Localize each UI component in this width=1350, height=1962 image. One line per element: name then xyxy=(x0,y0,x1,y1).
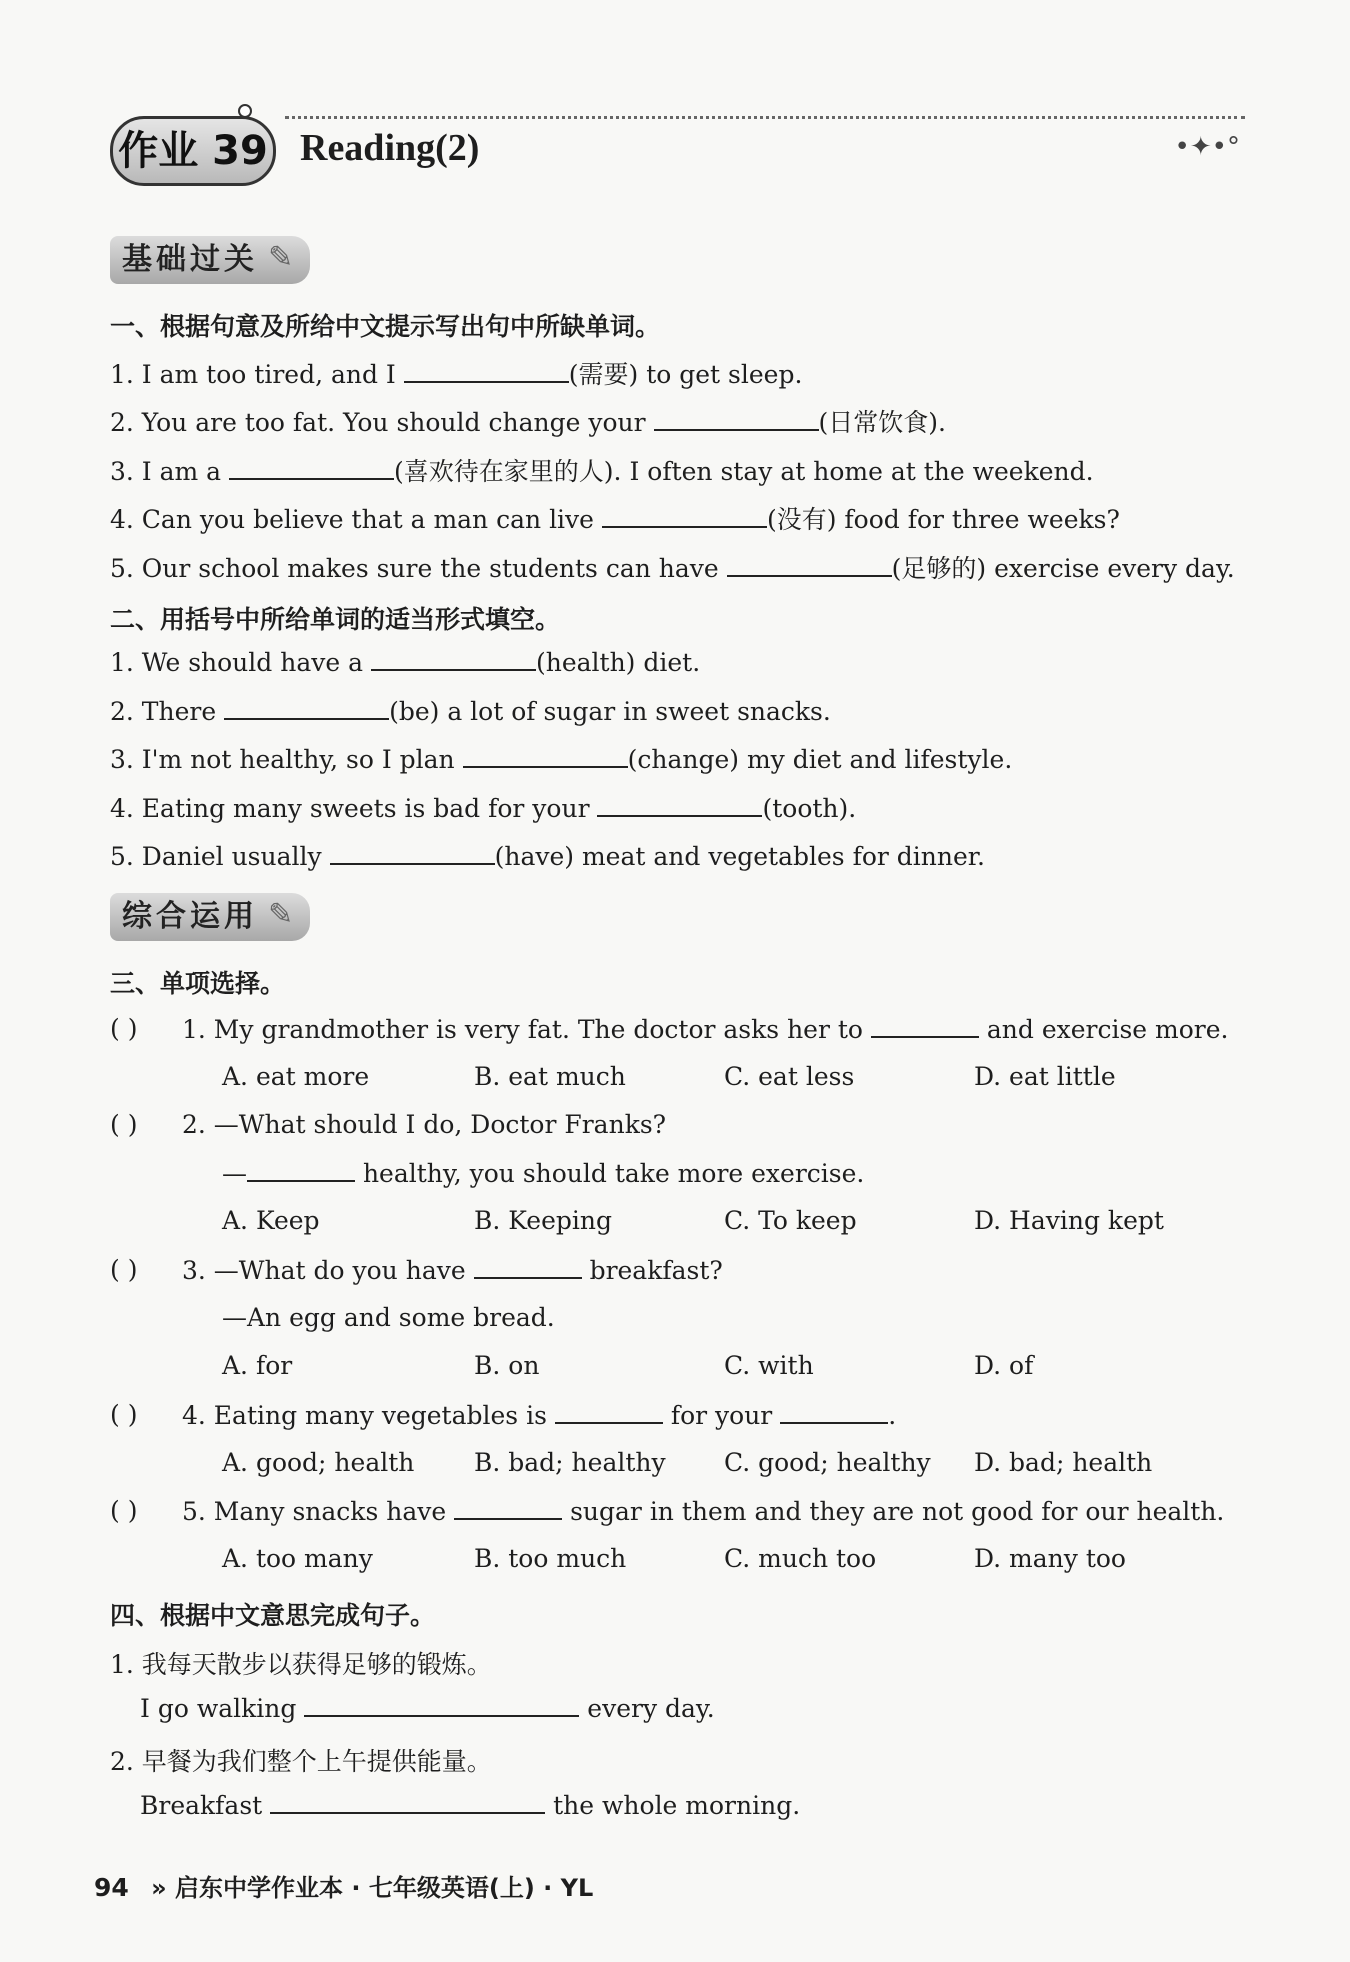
part-d-heading: 四、根据中文意思完成句子。 xyxy=(110,1601,436,1630)
part-c-heading: 三、单项选择。 xyxy=(110,969,286,998)
question-3-stem: 3. —What do you have breakfast? xyxy=(182,1256,723,1285)
q5-option-b[interactable]: B. too much xyxy=(474,1544,627,1573)
part-b-item-5: 5. Daniel usually (have) meat and vegetables for dinner. xyxy=(110,842,985,871)
answer-blank[interactable] xyxy=(371,647,536,671)
q4-option-c[interactable]: C. good; healthy xyxy=(724,1448,931,1477)
part-b-item-1: 1. We should have a (health) diet. xyxy=(110,648,701,677)
lesson-title: Reading(2) xyxy=(300,127,480,169)
q3-option-a[interactable]: A. for xyxy=(222,1351,293,1380)
answer-blank[interactable] xyxy=(555,1400,663,1424)
part-d-item-1-english: I go walking every day. xyxy=(140,1694,715,1723)
answer-blank[interactable] xyxy=(229,456,394,480)
answer-blank[interactable] xyxy=(224,696,389,720)
lesson-header xyxy=(110,112,1260,192)
part-b-item-2: 2. There (be) a lot of sugar in sweet snacks. xyxy=(110,697,831,726)
q5-option-c[interactable]: C. much too xyxy=(724,1544,877,1573)
part-a-heading: 一、根据句意及所给中文提示写出句中所缺单词。 xyxy=(110,312,661,341)
question-5-stem: 5. Many snacks have sugar in them and they are not good for our health. xyxy=(182,1497,1225,1526)
question-2-stem: 2. —What should I do, Doctor Franks? xyxy=(182,1110,667,1139)
part-d-item-2-english: Breakfast the whole morning. xyxy=(140,1791,801,1820)
answer-blank[interactable] xyxy=(597,793,762,817)
part-b-item-4: 4. Eating many sweets is bad for your (tooth). xyxy=(110,794,857,823)
page-number: 94 xyxy=(94,1873,129,1902)
part-d-item-2-chinese: 2. 早餐为我们整个上午提供能量。 xyxy=(110,1747,492,1776)
pencil-icon: ✎ xyxy=(268,240,294,275)
part-a-item-2: 2. You are too fat. You should change your (日常饮食). xyxy=(110,408,946,437)
q1-option-b[interactable]: B. eat much xyxy=(474,1062,626,1091)
answer-paren[interactable]: ( ) xyxy=(110,1110,138,1139)
part-a-item-1: 1. I am too tired, and I (需要) to get sleep. xyxy=(110,360,803,389)
question-4-stem: 4. Eating many vegetables is for your . xyxy=(182,1401,897,1430)
q1-option-d[interactable]: D. eat little xyxy=(974,1062,1116,1091)
q5-option-d[interactable]: D. many too xyxy=(974,1544,1126,1573)
answer-paren[interactable]: ( ) xyxy=(110,1400,138,1429)
header-dotted-line xyxy=(285,116,1245,119)
q5-option-a[interactable]: A. too many xyxy=(222,1544,373,1573)
answer-blank[interactable] xyxy=(247,1158,355,1182)
answer-blank[interactable] xyxy=(654,407,819,431)
answer-blank[interactable] xyxy=(463,744,628,768)
double-chevron-icon: » xyxy=(151,1874,167,1902)
answer-blank[interactable] xyxy=(330,841,495,865)
q3-option-b[interactable]: B. on xyxy=(474,1351,540,1380)
q3-option-c[interactable]: C. with xyxy=(724,1351,814,1380)
part-b-item-3: 3. I'm not healthy, so I plan (change) my diet and lifestyle. xyxy=(110,745,1013,774)
answer-paren[interactable]: ( ) xyxy=(110,1496,138,1525)
q2-option-b[interactable]: B. Keeping xyxy=(474,1206,612,1235)
q4-option-a[interactable]: A. good; health xyxy=(222,1448,415,1477)
answer-blank[interactable] xyxy=(780,1400,888,1424)
q1-option-c[interactable]: C. eat less xyxy=(724,1062,855,1091)
homework-badge: 作业 39 xyxy=(110,116,276,186)
part-a-item-4: 4. Can you believe that a man can live (没有) food for three weeks? xyxy=(110,505,1120,534)
badge-knob-icon xyxy=(238,104,252,118)
answer-blank[interactable] xyxy=(404,359,569,383)
answer-blank[interactable] xyxy=(454,1496,562,1520)
q4-option-b[interactable]: B. bad; healthy xyxy=(474,1448,666,1477)
page-footer xyxy=(94,1868,593,1903)
q1-option-a[interactable]: A. eat more xyxy=(222,1062,370,1091)
q2-option-a[interactable]: A. Keep xyxy=(222,1206,320,1235)
q3-option-d[interactable]: D. of xyxy=(974,1351,1034,1380)
answer-paren[interactable]: ( ) xyxy=(110,1014,138,1043)
answer-blank[interactable] xyxy=(270,1790,545,1814)
answer-blank[interactable] xyxy=(602,504,767,528)
q4-option-d[interactable]: D. bad; health xyxy=(974,1448,1153,1477)
answer-blank[interactable] xyxy=(871,1014,979,1038)
section-tag-comprehensive: 综合运用 xyxy=(110,893,310,941)
question-3-line2: —An egg and some bread. xyxy=(222,1303,555,1332)
question-1-stem: 1. My grandmother is very fat. The doctor asks her to and exercise more. xyxy=(182,1015,1229,1044)
part-a-item-3: 3. I am a (喜欢待在家里的人). I often stay at home at the weekend. xyxy=(110,457,1094,486)
answer-blank[interactable] xyxy=(304,1693,579,1717)
part-d-item-1-chinese: 1. 我每天散步以获得足够的锻炼。 xyxy=(110,1650,492,1679)
answer-paren[interactable]: ( ) xyxy=(110,1255,138,1284)
part-a-item-5: 5. Our school makes sure the students can have (足够的) exercise every day. xyxy=(110,554,1235,583)
pencil-icon: ✎ xyxy=(268,897,294,932)
answer-blank[interactable] xyxy=(727,553,892,577)
question-2-line2: — healthy, you should take more exercise. xyxy=(222,1159,865,1188)
q2-option-c[interactable]: C. To keep xyxy=(724,1206,857,1235)
answer-blank[interactable] xyxy=(474,1255,582,1279)
book-title: 启东中学作业本 · 七年级英语(上) · YL xyxy=(175,1874,594,1902)
q2-option-d[interactable]: D. Having kept xyxy=(974,1206,1164,1235)
sparkle-decoration-icon: •✦•° xyxy=(1174,132,1240,162)
section-tag-basic: 基础过关 xyxy=(110,236,310,284)
part-b-heading: 二、用括号中所给单词的适当形式填空。 xyxy=(110,605,561,634)
